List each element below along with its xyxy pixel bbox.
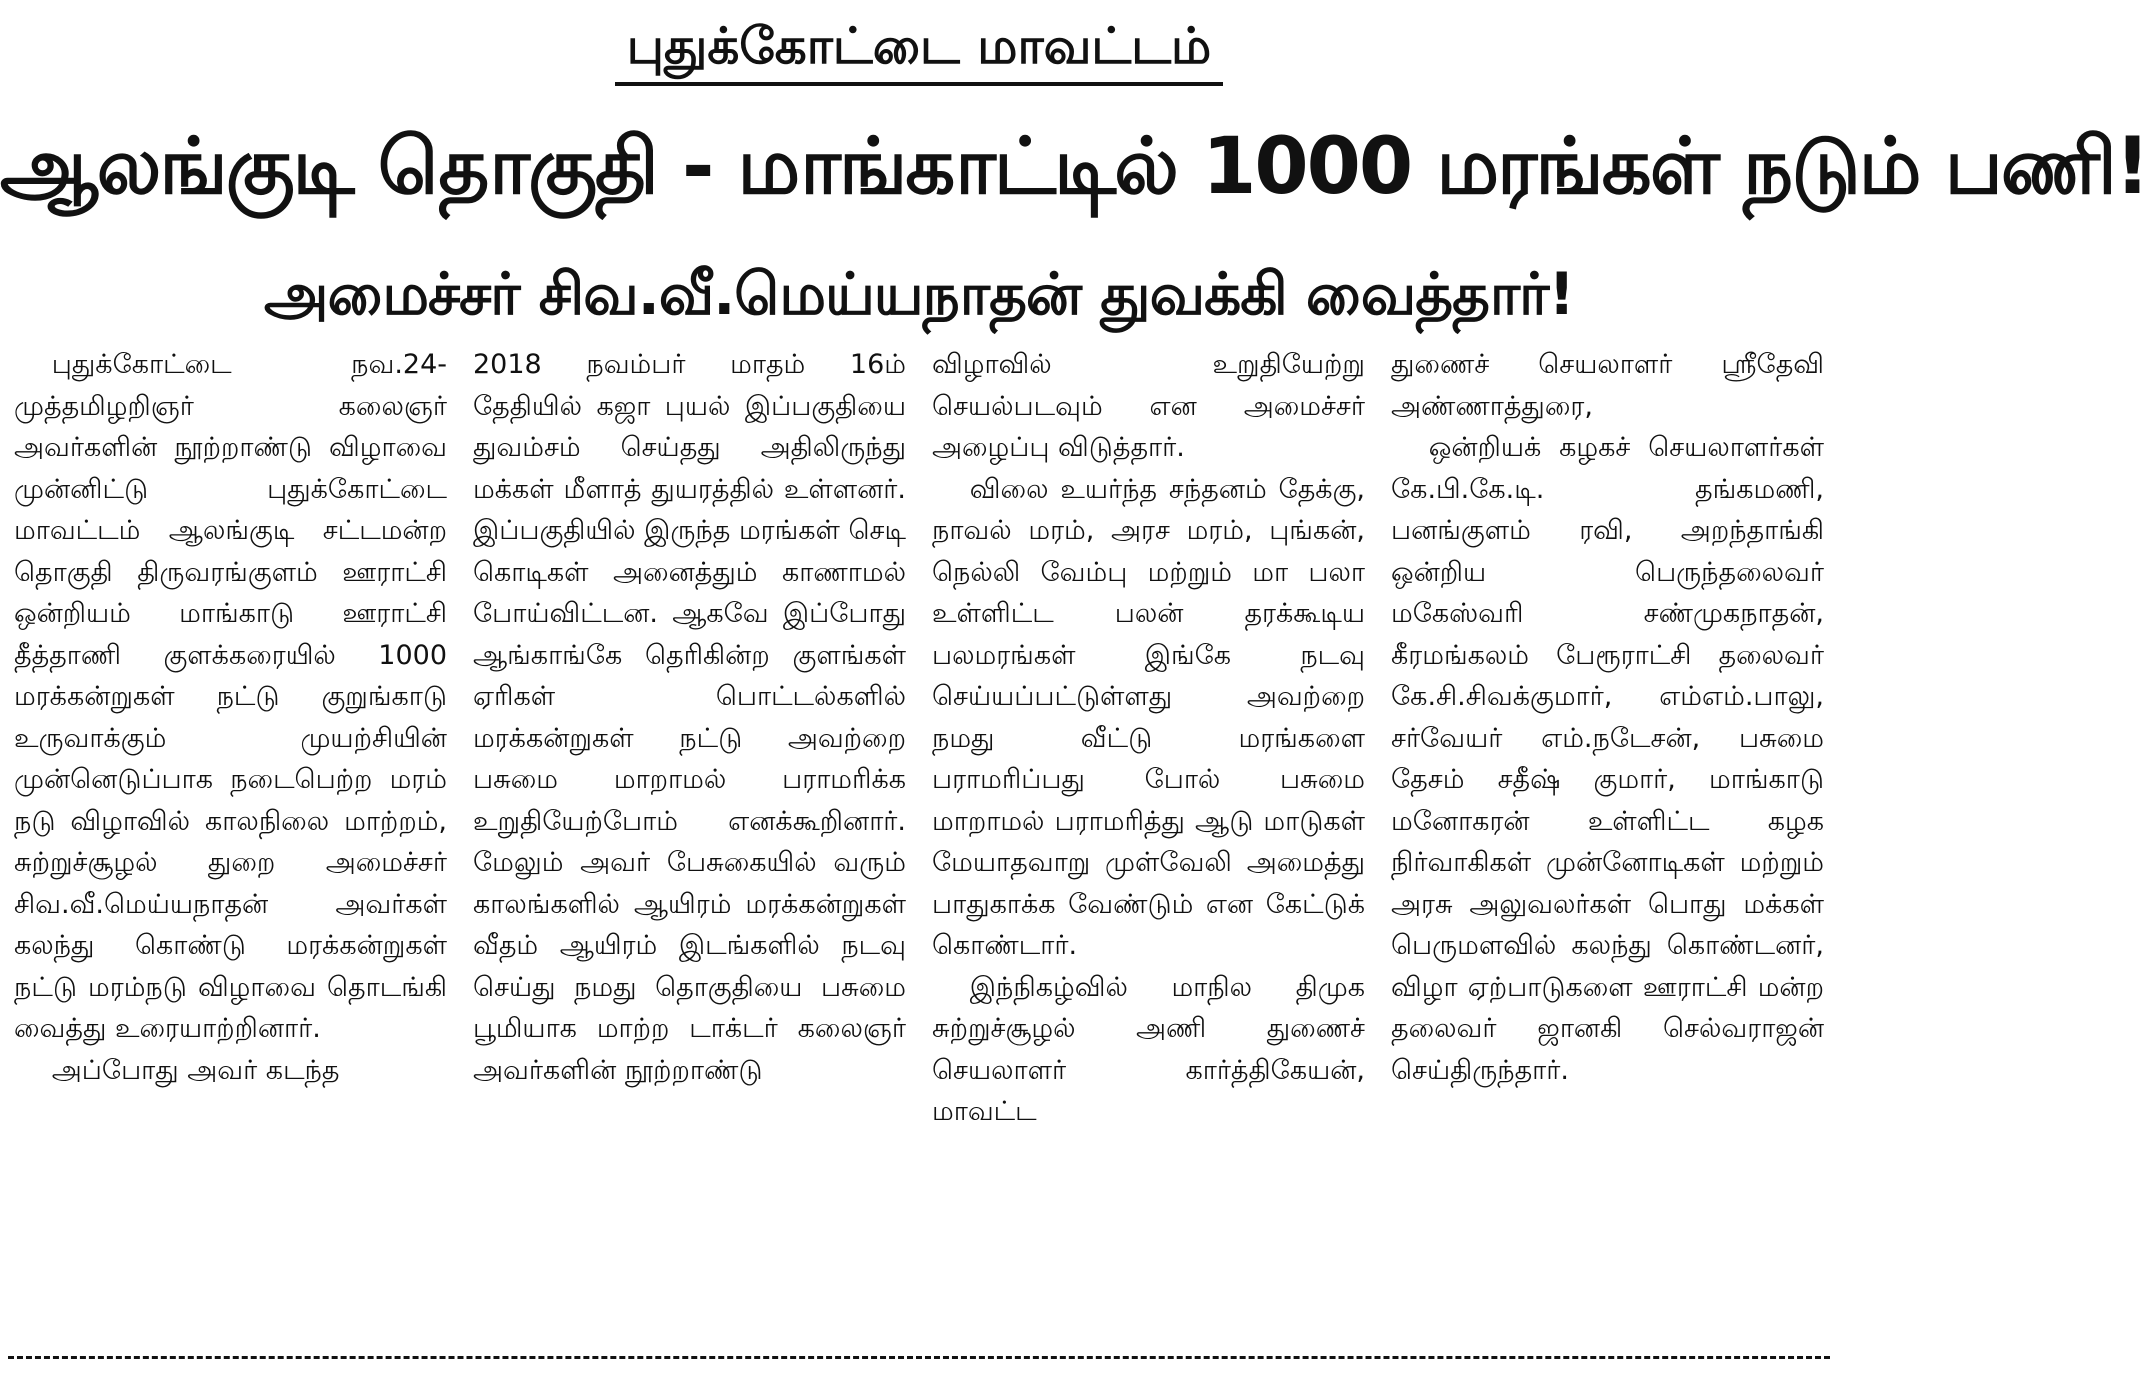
article-column-1	[8, 344, 453, 1324]
article-column-3	[926, 344, 1371, 1324]
paragraph: ஒன்றியக் கழகச் செயலாளர்கள் கே.பி.கே.டி. தங்கமணி, பனங்குளம் ரவி, அறந்தாங்கி ஒன்றிய பெருந்தலைவர் மகேஸ்வரி சண்முகநாதன், கீரமங்கலம் பேரூராட்சி தலைவர் கே.சி.சிவக்குமார், எம்எம்.பாலு, சர்வேயர் எம்.நடேசன், பசுமை தேசம் சதீஷ் குமார், மாங்காடு மனோகரன் உள்ளிட்ட கழக நிர்வாகிகள் முன்னோடிகள் மற்றும் அரசு அலுவலர்கள் பொது மக்கள் பெருமளவில் கலந்து கொண்டனர், விழா ஏற்பாடுகளை ஊராட்சி மன்ற தலைவர் ஜானகி செல்வராஜன் செய்திருந்தார்.	[1391, 432, 1824, 1086]
bottom-divider	[8, 1356, 1830, 1359]
article-column-2	[467, 344, 912, 1324]
section-kicker	[0, 14, 1838, 86]
paragraph: இந்நிகழ்வில் மாநில திமுக சுற்றுச்சூழல் அணி துணைச் செயலாளர் கார்த்திகேயன், மாவட்ட	[932, 971, 1365, 1127]
paragraph: துணைச் செயலாளர் ஸ்ரீதேவி அண்ணாத்துரை,	[1391, 349, 1824, 422]
paragraph: 2018 நவம்பர் மாதம் 16ம் தேதியில் கஜா புயல் இப்பகுதியை துவம்சம் செய்தது அதிலிருந்து மக்கள் மீளாத் துயரத்தில் உள்ளனர். இப்பகுதியில் இருந்த மரங்கள் செடி கொடிகள் அனைத்தும் காணாமல் போய்விட்டன. ஆகவே இப்போது ஆங்காங்கே தெரிகின்ற குளங்கள் ஏரிகள் பொட்டல்களில் மரக்கன்றுகள் நட்டு அவற்றை பசுமை மாறாமல் பராமரிக்க உறுதியேற்போம் எனக்கூறினார். மேலும் அவர் பேசுகையில் வரும் காலங்களில் ஆயிரம் மரக்கன்றுகள் வீதம் ஆயிரம் இடங்களில் நடவு செய்து நமது தொகுதியை பசுமை பூமியாக மாற்ற டாக்டர் கலைஞர் அவர்களின் நூற்றாண்டு	[473, 349, 906, 1086]
article-column-4	[1385, 344, 1830, 1324]
paragraph: விலை உயர்ந்த சந்தனம் தேக்கு, நாவல் மரம், அரச மரம், புங்கன், நெல்லி வேம்பு மற்றும் மா பலா உள்ளிட்ட பலன் தரக்கூடிய பலமரங்கள் இங்கே நடவு செய்யப்பட்டுள்ளது அவற்றை நமது வீட்டு மரங்களை பராமரிப்பது போல் பசுமை மாறாமல் பராமரித்து ஆடு மாடுகள் மேயாதவாறு முள்வேலி அமைத்து பாதுகாக்க வேண்டும் என கேட்டுக் கொண்டார்.	[932, 473, 1365, 961]
paragraph: புதுக்கோட்டை நவ.24- முத்தமிழறிஞர் கலைஞர் அவர்களின் நூற்றாண்டு விழாவை முன்னிட்டு புதுக்கோட்டை மாவட்டம் ஆலங்குடி சட்டமன்ற தொகுதி திருவரங்குளம் ஊராட்சி ஒன்றியம் மாங்காடு ஊராட்சி தீத்தாணி குளக்கரையில் 1000 மரக்கன்றுகள் நட்டு குறுங்காடு உருவாக்கும் முயற்சியின் முன்னெடுப்பாக நடைபெற்ற மரம் நடு விழாவில் காலநிலை மாற்றம், சுற்றுச்சூழல் துறை அமைச்சர் சிவ.வீ.மெய்யநாதன் அவர்கள் கலந்து கொண்டு மரக்கன்றுகள் நட்டு மரம்நடு விழாவை தொடங்கி வைத்து உரையாற்றினார்.	[14, 349, 447, 1044]
subheadline: அமைச்சர் சிவ.வீ.மெய்யநாதன் துவக்கி வைத்தார்!	[264, 260, 1574, 328]
headline: ஆலங்குடி தொகுதி - மாங்காட்டில் 1000 மரங்கள் நடும் பணி!	[0, 122, 2148, 212]
kicker-text: புதுக்கோட்டை மாவட்டம்	[615, 14, 1224, 86]
article-body	[8, 344, 1830, 1324]
paragraph: விழாவில் உறுதியேற்று செயல்படவும் என அமைச்சர் அழைப்பு விடுத்தார்.	[932, 349, 1365, 463]
paragraph: அப்போது அவர் கடந்த	[51, 1054, 340, 1086]
